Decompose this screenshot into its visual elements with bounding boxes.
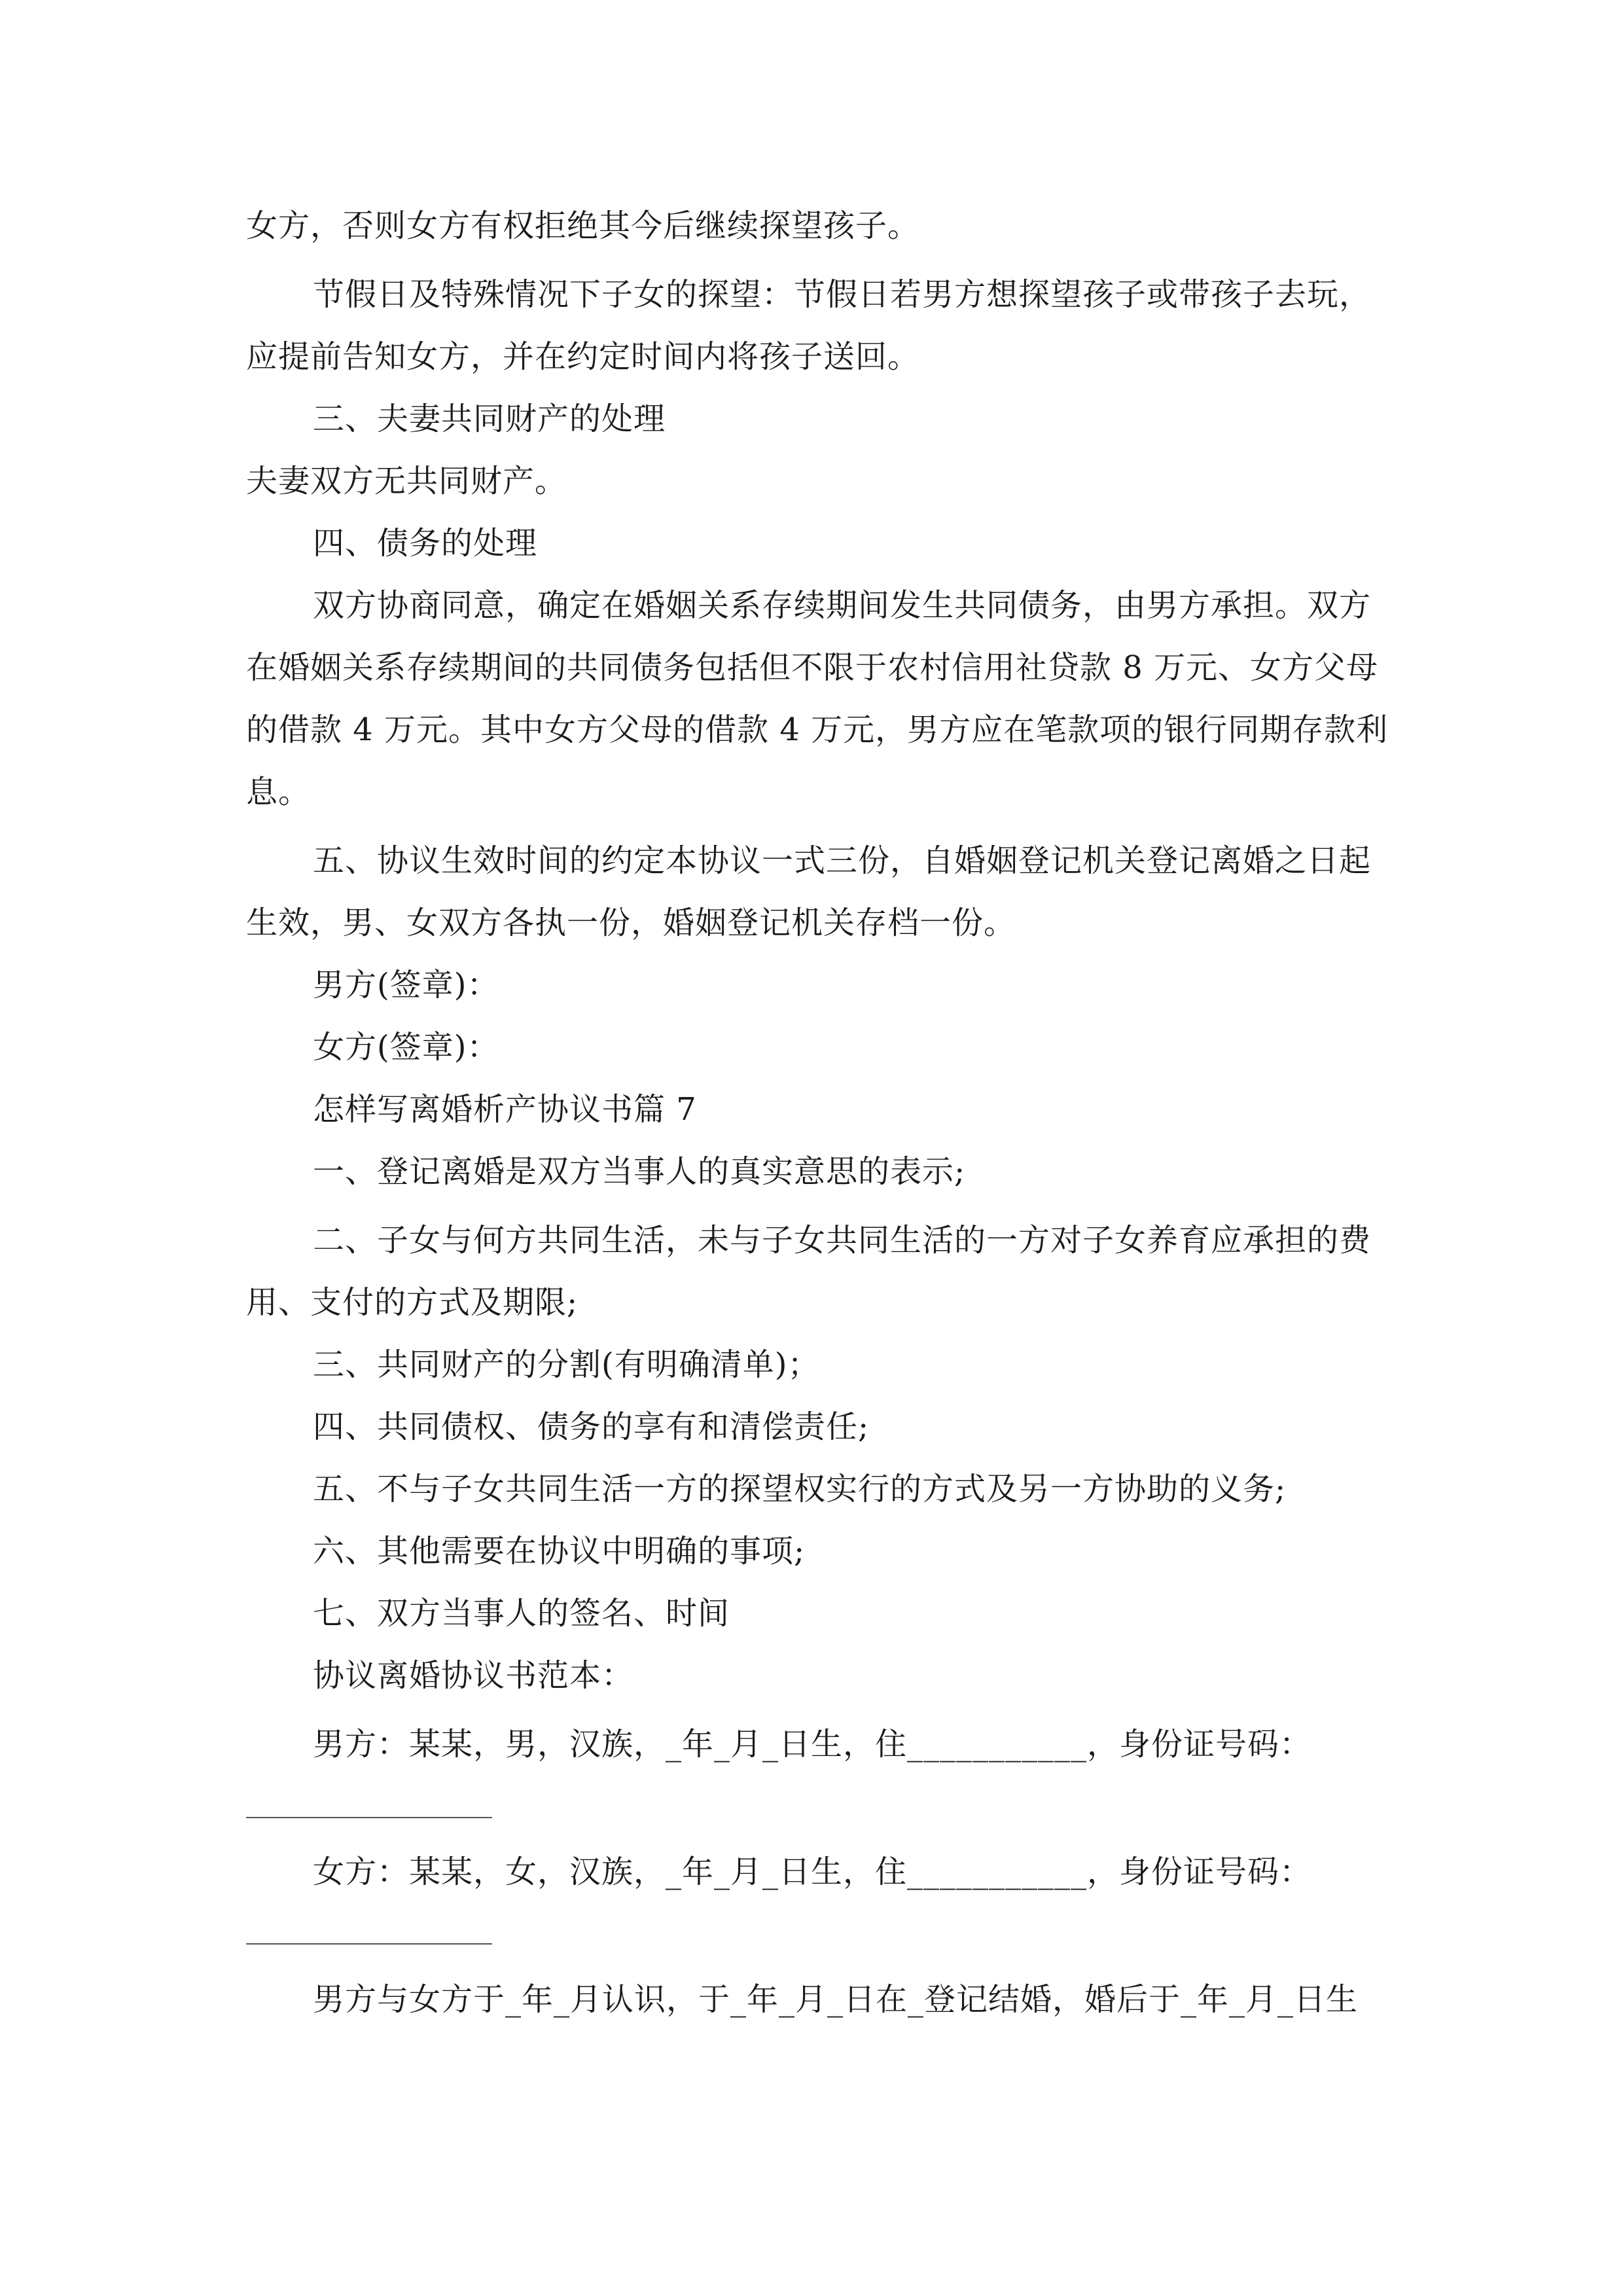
list-item: 七、双方当事人的签名、时间 (313, 1595, 730, 1632)
section-title: 协议离婚协议书范本： (313, 1657, 634, 1694)
paragraph-line: 在婚姻关系存续期间的共同债务包括但不限于农村信用社贷款 8 万元、女方父母 (246, 649, 1379, 686)
section-heading: 四、债务的处理 (313, 525, 538, 562)
list-item: 四、共同债权、债务的享有和清偿责任; (313, 1408, 870, 1445)
paragraph-line: 男方与女方于_年_月认识，于_年_月_日在_登记结婚，婚后于_年_月_日生 (313, 1981, 1359, 2018)
paragraph-line: 息。 (246, 774, 311, 810)
paragraph-line: 应提前告知女方，并在约定时间内将孩子送回。 (246, 338, 920, 375)
list-item: 一、登记离婚是双方当事人的真实意思的表示; (313, 1153, 966, 1190)
paragraph-line: 生效，男、女双方各执一份，婚姻登记机关存档一份。 (246, 905, 1016, 941)
form-line-female: 女方：某某，女，汉族，_年_月_日生，住___________，身份证号码： (313, 1854, 1312, 1890)
list-item: 六、其他需要在协议中明确的事项; (313, 1533, 806, 1570)
section-title: 怎样写离婚析产协议书篇 7 (313, 1091, 697, 1128)
paragraph-line: 双方协商同意，确定在婚姻关系存续期间发生共同债务，由男方承担。双方 (313, 587, 1372, 624)
list-item: 五、不与子女共同生活一方的探望权实行的方式及另一方协助的义务; (313, 1471, 1287, 1507)
blank-underline (246, 1817, 492, 1818)
signature-line: 女方(签章)： (313, 1029, 499, 1066)
list-item: 二、子女与何方共同生活，未与子女共同生活的一方对子女养育应承担的费 (313, 1222, 1372, 1259)
paragraph-line: 女方，否则女方有权拒绝其今后继续探望孩子。 (246, 207, 920, 244)
paragraph-line: 夫妻双方无共同财产。 (246, 463, 567, 499)
section-heading: 三、夫妻共同财产的处理 (313, 401, 666, 437)
form-line-male: 男方：某某，男，汉族，_年_月_日生，住___________，身份证号码： (313, 1726, 1312, 1763)
list-item: 三、共同财产的分割(有明确清单)； (313, 1346, 820, 1383)
paragraph-line: 节假日及特殊情况下子女的探望：节假日若男方想探望孩子或带孩子去玩， (313, 276, 1372, 313)
list-item: 用、支付的方式及期限; (246, 1284, 579, 1321)
signature-line: 男方(签章)： (313, 967, 499, 1003)
paragraph-line: 的借款 4 万元。其中女方父母的借款 4 万元，男方应在笔款项的银行同期存款利 (246, 711, 1389, 748)
blank-underline (246, 1943, 492, 1945)
paragraph-line: 五、协议生效时间的约定本协议一式三份，自婚姻登记机关登记离婚之日起 (313, 842, 1372, 879)
